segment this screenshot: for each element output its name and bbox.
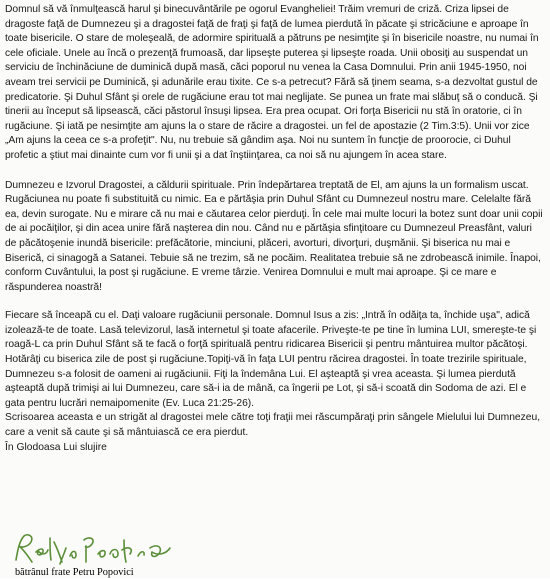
paragraph-source-of-love: Dumnezeu e Izvorul Dragostei, a căldurii spirituale. Prin îndepărtarea treptată de El, am ajuns la un formalism uscat. Rugăciunea nu poate fi substituită cu nimic. Ea e părtăşia prin Duhul Sfânt cu Dumnezeul nostru mare. Celelalte fără ea, devin surogate. Nu e mirare că nu mai e căutarea celor pierduţi. În cele mai multe locuri la botez sunt doar unii copii de ai pocăiţilor, şi din acea unire fără naşterea din nou. Când nu e părtăşia sfinţitoare cu Dumnezeul Preasfânt, valuri de păcătoşenie inundă bisericile: prefăcătorie, minciuni, plăceri, avorturi, divorţuri, duşmănii. Şi biserica nu mai e Biserică, ci sinagogă a Satanei. Tebuie să ne trezim, să ne pocăim. Realitatea trebuie să ne zdrobească inimile. Înapoi, conform Cuvântului, la post şi rugăciune. E vreme târzie. Venirea Domnului e mult mai aproape. Şi ce mare e răspunderea noastră! xyxy=(5,179,543,293)
paragraph-intro: Domnul să vă înmulţească harul şi binecuvântările pe ogorul Evangheliei! Trăim vremuri de criză. Criza lipsei de dragoste faţă de Dumnezeu şi a dragostei faţă de fraţi şi faţă de lumea pierdută în păcate şi stricăciune e aproape în toate bisericile. O stare de moleşeală, de adormire spirituală a pătruns pe nesimţite şi în bisericile noastre, nu numai în cele oficiale. Unele au încă o prezenţă frumoasă, dar lipseşte puterea şi lipseşte roada. Unii obosiţi au suspendat un serviciu de închinăciune de duminică după masă, căci poporul nu venea la Casa Domnului. Prin anii 1945-1950, noi aveam trei servicii pe Duminică, şi adunările erau tixite. Ce s-a petrecut? Fără să ţinem seama, s-a dezvoltat gustul de predicatorie. Şi Duhul Sfânt şi orele de rugăciune erau tot mai neglijate. Se punea un frate mai slăbuţ să o conducă. Şi tinerii au început să lipsească, căci păstorul însuşi lipsea. Era prea ocupat. Ori forţa Bisericii nu stă în oratorie, ci în rugăciune. Şi iată pe nesimţite am ajuns la o stare de răcire a dragostei. un fel de apostazie (2 Tim.3:5). Unii vor zice „Am ajuns la ceea ce s-a profeţit". Nu, nu trebuie să gândim aşa. Noi nu suntem în funcţie de proorocie, ci Duhul profetic a ştiut mai dinainte cum vor fi unii şi a dat înştiinţarea, ca noi să nu ajungem în acea stare. xyxy=(5,4,539,161)
place-line: În Glodoasa Lui slujire xyxy=(5,441,107,453)
paragraph-call-to-prayer: Fiecare să înceapă cu el. Daţi valoare rugăciunii personale. Domnul Isus a zis: „Intră în odăiţa ta, închide uşa", adică izolează-te de toate. Lasă televizorul, lasă internetul şi toate afacerile. Priveşte-te pe tine în lumina LUI, smereşte-te şi roagă-L ca prin Duhul Sfânt să te facă o forţă spirituală pentru ridicarea Bisericii şi pentru mântuirea multor păcătoşi. Hotărâţi cu biserica zile de post şi rugăciune.Topiţi-vă în faţa LUI pentru răcirea dragostei. În toate trezirile spirituale, Dumnezeu s-a folosit de oameni ai rugăciunii. Fiţi la îndemâna Lui. El aşteaptă şi vrea aceasta. Şi lumea pierdută aşteaptă după trimişi ai lui Dumnezeu, care să-i ia de mână, ca îngerii pe Lot, şi să-i scoată din Sodoma de azi. El e gata pentru lucrări nemaipomenite (Ev. Luca 21:25-26). xyxy=(5,310,537,409)
closing-statement: Scrisoarea aceasta e un strigăt al dragostei mele către toţi fraţii mei răscumpăraţi prin sângele Mielului lui Dumnezeu, care a venit să caute şi să mântuiască ce era pierdut. xyxy=(5,412,541,439)
signer-name: bătrânul frate Petru Popovici xyxy=(15,567,134,578)
handwritten-signature xyxy=(10,528,200,568)
